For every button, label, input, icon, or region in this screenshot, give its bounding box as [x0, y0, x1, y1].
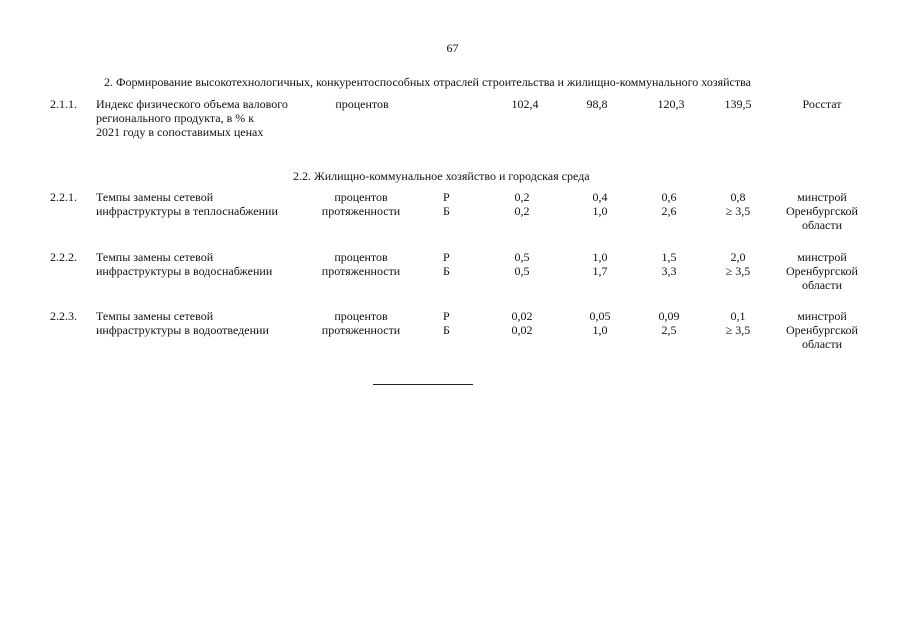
value-cell: [639, 309, 699, 337]
value-line: 2,6: [661, 204, 677, 218]
value-line: 1,5: [661, 250, 677, 264]
unit-line: процентов: [334, 190, 388, 204]
indicator-name: [96, 309, 269, 337]
scenario-labels: [443, 309, 450, 337]
value-cell: [492, 250, 552, 278]
source: [762, 309, 882, 351]
row-number: 2.2.1.: [50, 190, 77, 204]
scenario-label: Б: [443, 323, 450, 337]
indicator-name-line: 2021 году в сопоставимых ценах: [96, 125, 264, 139]
section-heading-2: 2. Формирование высокотехнологичных, конкурентоспособных отраслей строительства и жилищно-коммунального хозяйства: [104, 75, 751, 89]
unit-line: протяженности: [321, 323, 401, 337]
source: [762, 97, 882, 111]
scenario-label: Р: [443, 309, 450, 323]
indicator-name: [96, 250, 272, 278]
source-line: области: [801, 337, 843, 351]
value-line: 0,8: [730, 190, 746, 204]
row-number: 2.2.2.: [50, 250, 77, 264]
unit-line: процентов: [334, 250, 388, 264]
value-line: 0,4: [592, 190, 608, 204]
unit-line: протяженности: [321, 264, 401, 278]
source-line: Оренбургской: [786, 323, 858, 337]
scenario-label: Б: [443, 204, 450, 218]
value-line: 0,09: [658, 309, 680, 323]
value-line: 2,0: [730, 250, 746, 264]
indicator-name-line: инфраструктуры в теплоснабжении: [96, 204, 278, 218]
indicator-name-line: инфраструктуры в водоснабжении: [96, 264, 273, 278]
source-line: области: [801, 278, 843, 292]
section-heading-2-2: 2.2. Жилищно-коммунальное хозяйство и городская среда: [293, 169, 590, 183]
source-line: минстрой: [797, 250, 847, 264]
end-separator-line: [373, 384, 473, 385]
value-line: 0,5: [514, 250, 530, 264]
value-line: 0,05: [589, 309, 611, 323]
indicator-name-line: регионального продукта, в % к: [96, 111, 255, 125]
unit-line: протяженности: [321, 204, 401, 218]
value-cell: [570, 190, 630, 218]
indicator-name: [96, 190, 278, 218]
value-line: 1,0: [592, 323, 608, 337]
source: [762, 190, 882, 232]
value-cell: 102,4: [511, 97, 539, 111]
source-line: минстрой: [797, 190, 847, 204]
row-number: 2.1.1.: [50, 97, 77, 111]
value-cell: 98,8: [586, 97, 608, 111]
value-line: ≥ 3,5: [725, 204, 751, 218]
scenario-label: Р: [443, 250, 450, 264]
unit: [306, 309, 416, 337]
value-line: 0,6: [661, 190, 677, 204]
value-line: 0,5: [514, 264, 530, 278]
scenario-labels: [443, 190, 450, 218]
unit: [306, 190, 416, 218]
value-cell: 120,3: [657, 97, 685, 111]
value-cell: [492, 309, 552, 337]
value-cell: [639, 190, 699, 218]
value-line: ≥ 3,5: [725, 323, 751, 337]
value-line: 0,1: [730, 309, 746, 323]
value-cell: [492, 190, 552, 218]
unit: [306, 250, 416, 278]
unit: [307, 97, 417, 111]
value-line: 0,02: [511, 323, 533, 337]
value-cell: [570, 309, 630, 337]
value-line: 1,0: [592, 204, 608, 218]
value-line: 1,0: [592, 250, 608, 264]
scenario-labels: [443, 250, 450, 278]
indicator-name: [96, 97, 288, 139]
value-line: 3,3: [661, 264, 677, 278]
row-number: 2.2.3.: [50, 309, 77, 323]
page-number: 67: [446, 41, 459, 55]
source-line: Оренбургской: [786, 264, 858, 278]
value-cell: [708, 190, 768, 218]
source: [762, 250, 882, 292]
value-cell: [570, 250, 630, 278]
value-line: 0,2: [514, 190, 530, 204]
indicator-name-line: Темпы замены сетевой: [96, 250, 214, 264]
value-cell: 139,5: [724, 97, 752, 111]
indicator-name-line: Темпы замены сетевой: [96, 309, 214, 323]
value-line: 2,5: [661, 323, 677, 337]
indicator-name-line: Темпы замены сетевой: [96, 190, 214, 204]
value-line: 1,7: [592, 264, 608, 278]
value-line: 0,02: [511, 309, 533, 323]
scenario-label: Б: [443, 264, 450, 278]
source-line: области: [801, 218, 843, 232]
source-line: минстрой: [797, 309, 847, 323]
value-cell: [639, 250, 699, 278]
unit-line: процентов: [335, 97, 389, 111]
source-line: Росстат: [802, 97, 842, 111]
value-line: ≥ 3,5: [725, 264, 751, 278]
unit-line: процентов: [334, 309, 388, 323]
scenario-label: Р: [443, 190, 450, 204]
indicator-name-line: Индекс физического объема валового: [96, 97, 288, 111]
value-cell: [708, 250, 768, 278]
value-cell: [708, 309, 768, 337]
indicator-name-line: инфраструктуры в водоотведении: [96, 323, 269, 337]
source-line: Оренбургской: [786, 204, 858, 218]
value-line: 0,2: [514, 204, 530, 218]
